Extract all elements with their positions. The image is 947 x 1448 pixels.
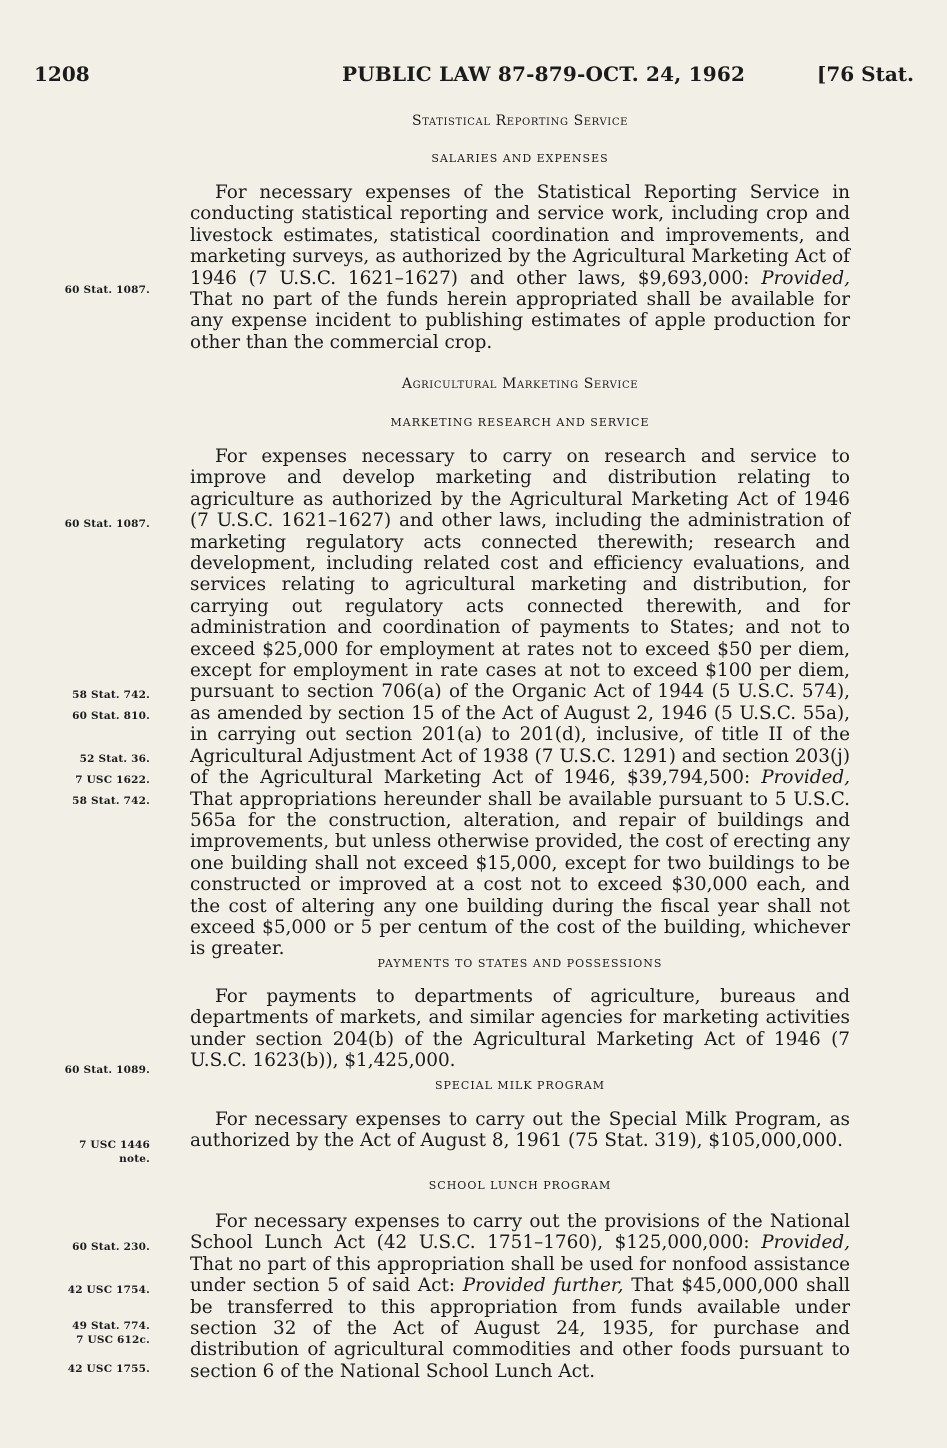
heading-payments-to-states: PAYMENTS TO STATES AND POSSESSIONS — [377, 957, 663, 970]
margin-note: 52 Stat. 36. — [79, 753, 150, 765]
margin-note: note. — [119, 1153, 150, 1165]
provided-clause: Provided, — [761, 767, 850, 789]
margin-note: 58 Stat. 742. — [72, 689, 150, 701]
paragraph-text: That appropriations hereunder shall be available pursuant to 5 U.S.C. 565a for the construction, alteration, and repair of buildings and improvements, but unless otherwise provided, the cost of erecting any one building shall not exceed $15,000, except for two buildings to be constructed or improved at a cost not to exceed $30,000 each, and the cost of altering any one building during the fiscal year shall not exceed $5,000 or 5 per centum of the cost of the building, whichever is greater. — [190, 788, 850, 960]
provided-further-clause: Provided further, — [462, 1275, 624, 1297]
paragraph-text: For expenses necessary to carry on research and service to improve and develop marketing and distribution relating to agriculture as authorized by the Agricultural Marketing Act of 1946 (7 U.S.C. 1621–1627) and other laws, including the administration of marketing regulatory acts connected therewith; research and development, including related cost and efficiency evaluations, and services relating to agricultural marketing and distribution, for carrying out regulatory acts connected therewith, and for administration and coordination of payments to States; and not to exceed $25,000 for employment at rates not to exceed $50 per diem, except for employment in rate cases at not to exceed $100 per diem, pursuant to section 706(a) of the Organic Act of 1944 (5 U.S.C. 574), as amended by section 15 of the Act of August 2, 1946 (5 U.S.C. 55a), in carrying out section 201(a) to 201(d), inclusive, of title II of the Agricultural Adjustment Act of 1938 (7 U.S.C. 1291) and section 203(j) of the Agricultural Marketing Act of 1946, $39,794,500: — [190, 446, 850, 789]
heading-school-lunch-program: SCHOOL LUNCH PROGRAM — [428, 1179, 612, 1192]
provided-clause: Provided, — [761, 267, 850, 289]
margin-note: 60 Stat. 230. — [72, 1241, 150, 1253]
paragraph-school-lunch — [190, 1211, 850, 1382]
paragraph-text: For necessary expenses of the Statistical Reporting Service in conducting statistical reporting and service work, including crop and livestock estimates, statistical coordination and improvements, and marketing surveys, as authorized by the Agricultural Marketing Act of 1946 (7 U.S.C. 1621–1627) and other laws, $9,693,000: — [190, 182, 850, 289]
heading-statistical-reporting-service: Statistical Reporting Service — [412, 113, 628, 129]
margin-note: 60 Stat. 1089. — [64, 1064, 150, 1076]
paragraph-text: That no part of this appropriation shall be used for nonfood assistance under section 5 of said Act: — [190, 1253, 850, 1297]
margin-note: 60 Stat. 1087. — [64, 518, 150, 530]
running-title: PUBLIC LAW 87-879-OCT. 24, 1962 — [342, 62, 746, 86]
margin-note: 42 USC 1755. — [67, 1363, 150, 1375]
margin-note: 49 Stat. 774. — [72, 1320, 150, 1332]
paragraph-marketing-research — [190, 446, 850, 960]
margin-note: 7 USC 612c. — [76, 1334, 150, 1346]
heading-agricultural-marketing-service: Agricultural Marketing Service — [401, 376, 639, 392]
heading-marketing-research-and-service: MARKETING RESEARCH AND SERVICE — [390, 416, 650, 429]
margin-note: 7 USC 1446 — [79, 1139, 150, 1151]
page-header — [34, 62, 914, 92]
paragraph-text: That $45,000,000 shall be transferred to this appropriation from funds available under section 32 of the Act of August 24, 1935, for purchase and distribution of agricultural commodities and other foods pursuant to section 6 of the National School Lunch Act. — [190, 1275, 850, 1382]
paragraph-text: For necessary expenses to carry out the provisions of the National School Lunch Act (42 U.S.C. 1751–1760), $125,000,000: — [190, 1211, 850, 1254]
margin-note: 60 Stat. 810. — [72, 710, 150, 722]
margin-note: 60 Stat. 1087. — [64, 284, 150, 296]
margin-note: 7 USC 1622. — [75, 774, 150, 786]
margin-note: 42 USC 1754. — [67, 1284, 150, 1296]
heading-special-milk-program: SPECIAL MILK PROGRAM — [434, 1079, 606, 1092]
paragraph-text: That no part of the funds herein appropriated shall be available for any expense incident to publishing estimates of apple production for other than the commercial crop. — [190, 289, 850, 353]
paragraph-payments-to-states: For payments to departments of agriculture, bureaus and departments of markets, and similar agencies for marketing activities under section 204(b) of the Agricultural Marketing Act of 1946 (7 U.S.C. 1623(b)), $1,425,000. — [190, 986, 850, 1072]
heading-salaries-and-expenses: SALARIES AND EXPENSES — [431, 152, 609, 165]
provided-clause: Provided, — [761, 1232, 850, 1254]
paragraph-special-milk: For necessary expenses to carry out the Special Milk Program, as authorized by the Act of August 8, 1961 (75 Stat. 319), $105,000,000. — [190, 1109, 850, 1152]
volume-reference: [76 Stat. — [816, 62, 914, 86]
margin-note: 58 Stat. 742. — [72, 795, 150, 807]
page-number: 1208 — [34, 62, 90, 86]
paragraph-statistical-reporting — [190, 182, 850, 353]
